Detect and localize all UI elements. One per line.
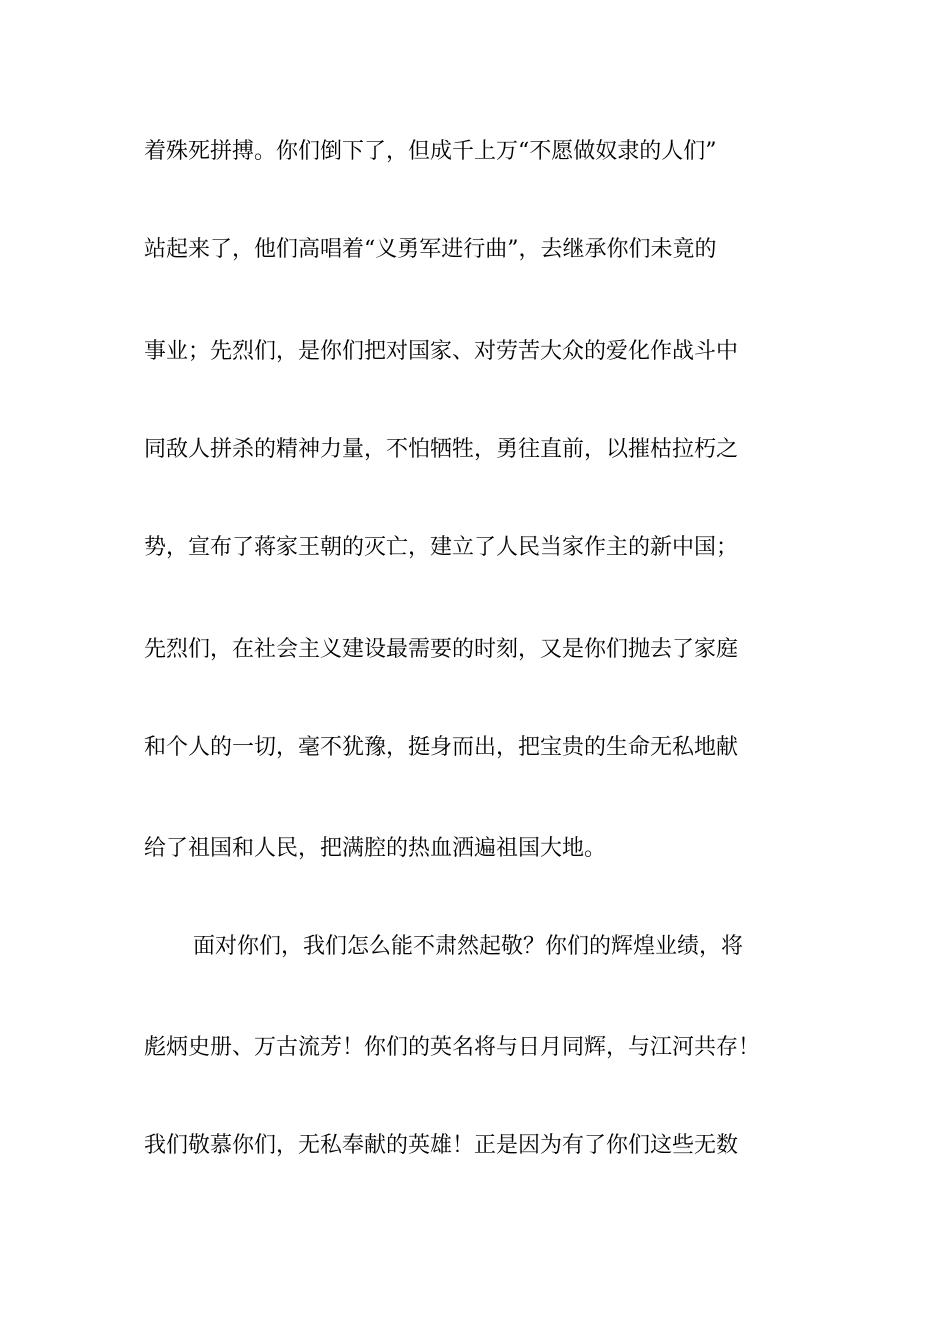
text-line: 先烈们，在社会主义建设最需要的时刻，又是你们抛去了家庭 xyxy=(144,637,739,662)
text-line: 同敌人拼杀的精神力量，不怕牺牲，勇往直前，以摧枯拉朽之 xyxy=(144,437,739,462)
paragraph-first-line: 面对你们，我们怎么能不肃然起敬？你们的辉煌业绩，将 xyxy=(193,934,744,959)
text-line: 势，宣布了蒋家王朝的灭亡，建立了人民当家作主的新中国； xyxy=(144,535,739,560)
text-line: 我们敬慕你们，无私奉献的英雄！正是因为有了你们这些无数 xyxy=(144,1133,739,1158)
text-line: 着殊死拼搏。你们倒下了，但成千上万“不愿做奴隶的人们” xyxy=(144,139,717,164)
text-line: 事业；先烈们，是你们把对国家、对劳苦大众的爱化作战斗中 xyxy=(144,339,739,364)
text-line: 彪炳史册、万古流芳！你们的英名将与日月同辉，与江河共存！ xyxy=(144,1035,761,1060)
text-line: 站起来了，他们高唱着“义勇军进行曲”，去继承你们未竟的 xyxy=(144,237,717,262)
text-line: 和个人的一切，毫不犹豫，挺身而出，把宝贵的生命无私地献 xyxy=(144,735,739,760)
text-line: 给了祖国和人民，把满腔的热血洒遍祖国大地。 xyxy=(144,836,607,861)
